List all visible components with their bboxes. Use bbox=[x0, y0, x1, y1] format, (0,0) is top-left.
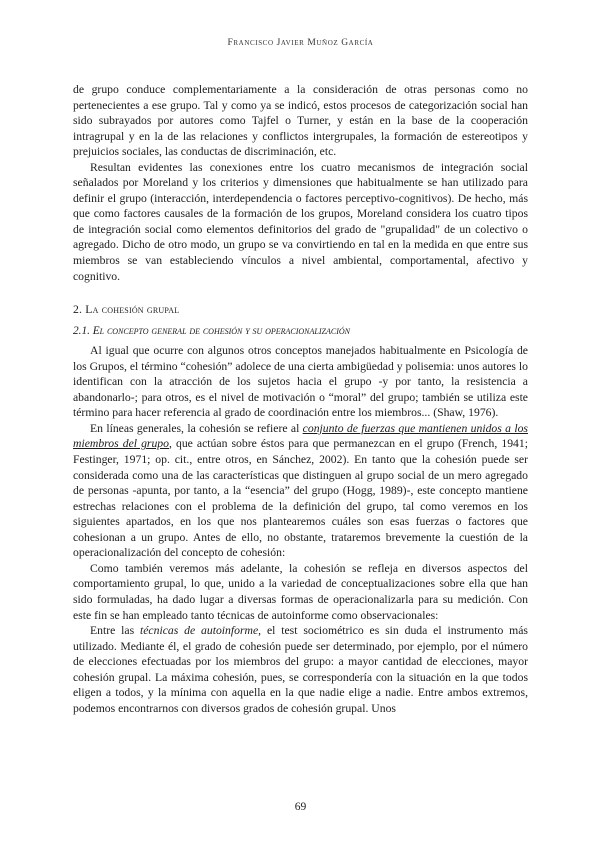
paragraph-self-report bbox=[73, 623, 528, 716]
definition-rest: , que actúan sobre éstos para que permanezcan en el grupo (French, 1941; Festinger, 1971; op. cit., entre otros, en Sánchez, 2002). En tanto que la cohesión puede ser considerada como una de las características que distinguen al grupo social de un mero agregado de personas -apunta, por tanto, a la “esencia” del grupo (Hogg, 1989)-, este concepto mantiene estrechas relaciones con el problema de la definición del grupo, tal como veremos en los siguientes apartados, en los que nos plantearemos cuáles son esas fuerzas o factores que cohesionan a un grupo. Antes de ello, no obstante, trataremos brevemente la cuestión de la operacionalización del concepto de cohesión: bbox=[73, 437, 528, 560]
self-report-emphasis: técnicas de autoinforme bbox=[140, 624, 259, 638]
paragraph-cohesion-ambiguity: Al igual que ocurre con algunos otros conceptos manejados habitualmente en Psicología de los Grupos, el término “cohesión” adolece de una cierta ambigüedad y polisemia: unos autores lo identifican con la atracción de los sujetos hacia el grupo -y por tanto, la resistencia a abandonarlo-; para otros, es el nivel de motivación o “moral” del grupo; también se utiliza este término para hacer referencia al grado de coordinación entre los miembros... (Shaw, 1976). bbox=[73, 344, 528, 420]
self-report-rest: , el test sociométrico es sin duda el instrumento más utilizado. Mediante él, el grado de cohesión puede ser determinado, por ejemplo, por el número de elecciones efectuadas por los miembros del grupo: a mayor cantidad de elecciones, mayor cohesión grupal. La máxima cohesión, pues, se correspondería con la situación en la que todos eligen a todos, y la mínima con aquella en la que nadie elige a nadie. Entre ambos extremos, podemos encontrarnos con diversos grados de cohesión grupal. Unos bbox=[73, 624, 528, 715]
body-text bbox=[73, 82, 528, 716]
definition-emphasis: conjunto de fuerzas que mantienen unidos a los miembros del grupo bbox=[73, 421, 528, 451]
paragraph-cohesion-definition bbox=[73, 421, 528, 561]
paragraph-moreland: Resultan evidentes las conexiones entre los cuatro mecanismos de integración social señalados por Moreland y los criterios y dimensiones que habitualmente se han utilizado para definir el grupo (interacción, interdependencia o factores perceptivo-cognitivos). De hecho, más que como factores causales de la formación de los grupos, Moreland considera los cuatro tipos de integración social como elementos definitorios del grado de "grupalidad" de un colectivo o agregado. Dicho de otro modo, un grupo se va convirtiendo en tal en la medida en que entre sus miembros se van estableciendo vínculos a nivel ambiental, comportamental, afectivo y cognitivo. bbox=[73, 160, 528, 283]
self-report-lead: Entre las bbox=[90, 624, 140, 638]
paragraph-continuation: de grupo conduce complementariamente a la consideración de otras personas como no pertenecientes a ese grupo. Tal y como ya se indicó, estos procesos de categorización social han sido subrayados por autores como Tajfel o Turner, y están en la base de la cooperación intragrupal y en la de las relaciones y conflictos intergrupales, la formación de estereotipos y prejuicios sociales, las conductas de discriminación, etc. bbox=[73, 83, 528, 159]
definition-lead: En líneas generales, la cohesión se refiere al bbox=[90, 421, 303, 435]
subsection-heading: 2.1. El concepto general de cohesión y su operacionalización bbox=[73, 324, 350, 337]
running-header: Francisco Javier Muñoz García bbox=[227, 38, 374, 48]
section-heading: 2. La cohesión grupal bbox=[73, 303, 180, 317]
page-number: 69 bbox=[294, 801, 307, 813]
paragraph-operationalization: Como también veremos más adelante, la cohesión se refleja en diversos aspectos del comportamiento grupal, lo que, unido a la variedad de conceptualizaciones sobre ella que han sido formuladas, ha dado lugar a diversas formas de operacionalizarla para su medición. Con este fin se han empleado tanto técnicas de autoinforme como observacionales: bbox=[73, 561, 528, 622]
